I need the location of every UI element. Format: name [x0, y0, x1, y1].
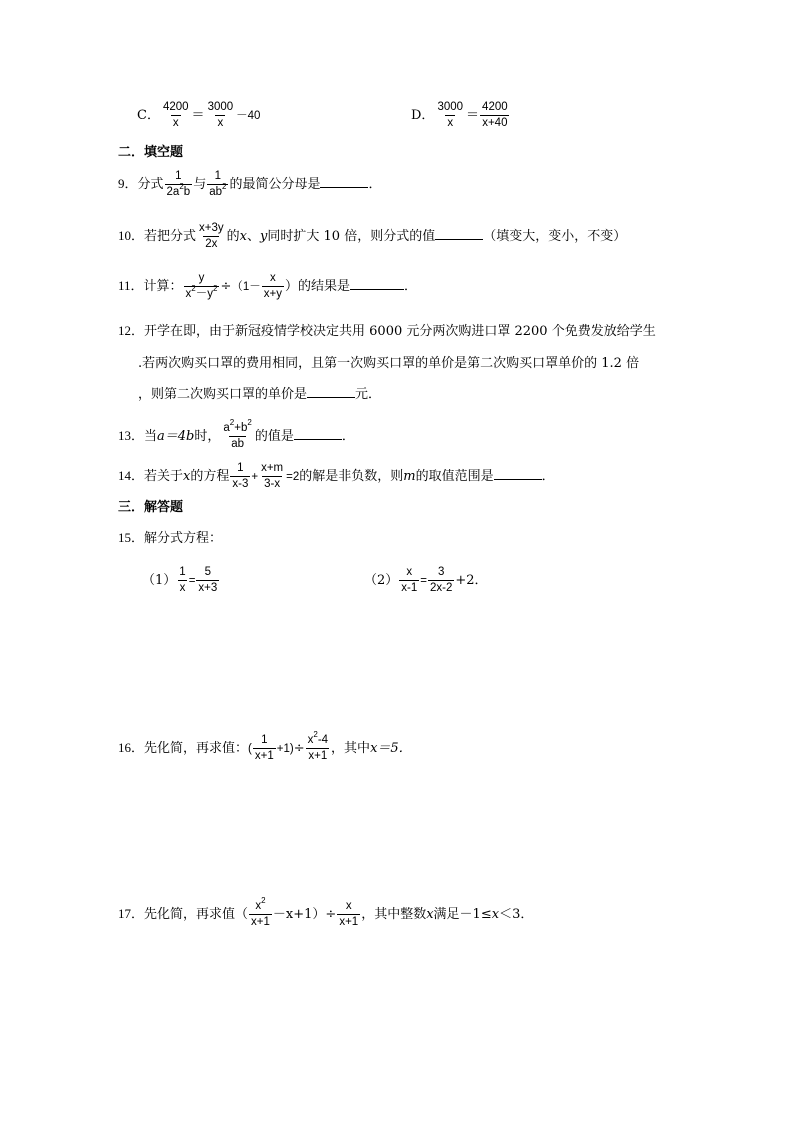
fraction: $\frac{3000}{x}$ — [437, 101, 464, 129]
fraction: $\frac{4200}{x+40}$ — [482, 101, 508, 129]
fraction: $\frac{5}{x+3}$ — [198, 566, 218, 594]
question-13: 13．当a＝4b时， $\frac{a^2+b^2}{ab}$ 的值是 ． — [118, 418, 355, 450]
option-c-label: C． — [137, 108, 160, 123]
answer-blank[interactable] — [294, 428, 342, 440]
fraction: $\frac{x+m}{3-x}$ — [261, 462, 284, 490]
question-11: 11．计算： $\frac{y}{x^2-y^2}$ ÷（1－ $\frac{x}{x+y}$ ）的结果是 ． — [118, 272, 418, 300]
fraction: $\frac{x^2-4}{x+1}$ — [307, 730, 329, 762]
fraction: $\frac{3}{2x-2}$ — [429, 566, 453, 594]
question-15-part-2: （2） $\frac{x}{x-1}$ = $\frac{3}{2x-2}$ +2． — [364, 566, 488, 594]
fraction: $\frac{x+3y}{2x}$ — [199, 222, 224, 250]
section-heading-fill-blank: 二．填空题 — [118, 145, 184, 160]
fraction: $\frac{x}{x+1}$ — [339, 900, 359, 928]
question-9: 9．分式 $\frac{1}{2a^2b}$ 与 $\frac{1}{ab^2}$ 的最简公分母是 ． — [118, 170, 382, 198]
question-17: 17．先化简，再求值（ $\frac{x^2}{x+1}$ －x+1）÷ $\frac{x}{x+1}$ ，其中整数x满足－1≤x＜3． — [118, 896, 534, 928]
section-heading-answer: 三．解答题 — [118, 500, 184, 515]
question-12-line-2: .若两次购买口罩的费用相同，且第一次购买口罩的单价是第二次购买口罩单价的 1.2 倍 — [138, 356, 640, 371]
fraction: $\frac{x}{x-1}$ — [401, 566, 418, 594]
question-15-part-1: （1） $\frac{1}{x}$ = $\frac{5}{x+3}$ — [142, 566, 218, 594]
fraction: $\frac{4200}{x}$ — [162, 101, 189, 129]
answer-blank[interactable] — [494, 468, 542, 480]
fraction: $\frac{1}{ab^2}$ — [209, 170, 227, 198]
fraction: $\frac{x^2}{x+1}$ — [251, 896, 270, 928]
fraction: $\frac{1}{x-3}$ — [232, 462, 249, 490]
fraction: $\frac{3000}{x}$ — [207, 101, 234, 129]
option-d: D． $\frac{3000}{x}$ ＝ $\frac{4200}{x+40}$ — [411, 101, 508, 129]
answer-blank[interactable] — [350, 278, 404, 290]
question-12-line-1: 12．开学在即，由于新冠疫情学校决定共用 6000 元分两次购进口罩 2200 个免费发放给学生 — [118, 323, 656, 339]
question-14: 14．若关于x的方程 $\frac{1}{x-3}$ + $\frac{x+m}{3-x}$ =2的解是非负数，则m的取值范围是 ． — [118, 462, 555, 490]
question-16: 16．先化简，再求值：( $\frac{1}{x+1}$ +1)÷ $\frac{x^2-4}{x+1}$ ，其中x＝5． — [118, 730, 412, 762]
question-10: 10．若把分式 $\frac{x+3y}{2x}$ 的x、y同时扩大 10 倍，则分式的值 （填变大，变小，不变） — [118, 222, 627, 250]
option-c: C． $\frac{4200}{x}$ ＝ $\frac{3000}{x}$ －40 — [137, 101, 261, 129]
answer-blank[interactable] — [435, 228, 483, 240]
question-12-line-3: ，则第二次购买口罩的单价是 元． — [138, 387, 382, 402]
fraction: $\frac{1}{2a^2b}$ — [166, 170, 191, 198]
fraction: $\frac{a^2+b^2}{ab}$ — [223, 418, 252, 450]
question-15: 15．解分式方程： — [118, 530, 223, 546]
answer-blank[interactable] — [307, 386, 355, 398]
option-d-label: D． — [411, 108, 435, 123]
fraction: $\frac{y}{x^2-y^2}$ — [185, 272, 218, 300]
fraction: $\frac{x}{x+y}$ — [263, 272, 282, 300]
fraction: $\frac{1}{x}$ — [179, 566, 186, 594]
answer-blank[interactable] — [320, 176, 368, 188]
fraction: $\frac{1}{x+1}$ — [254, 734, 274, 762]
